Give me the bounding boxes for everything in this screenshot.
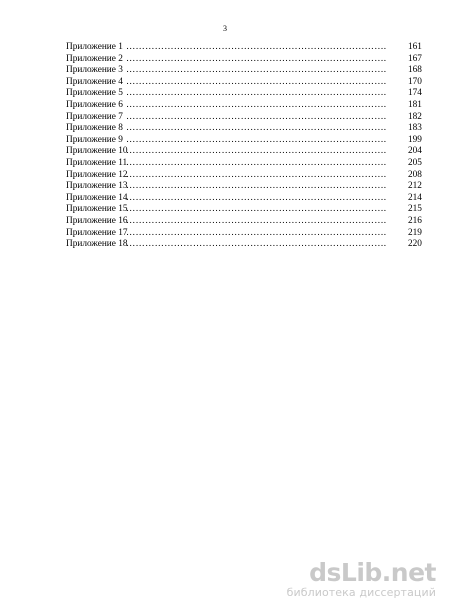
toc-entry-title: Приложение 2 xyxy=(66,53,123,64)
toc-entry-title: Приложение 16 xyxy=(66,215,128,226)
toc-entry-title: Приложение 3 xyxy=(66,65,123,76)
toc-entry-page: 167 xyxy=(408,53,422,64)
toc-entry-page: 215 xyxy=(408,204,422,215)
toc-leader-dots: ………………………………………………………………………. xyxy=(126,239,387,250)
toc-entry-title: Приложение 15 xyxy=(66,204,128,215)
toc-entry-title: Приложение 8 xyxy=(66,123,123,134)
toc-entry-title: Приложение 9 xyxy=(66,134,123,145)
toc-entry-page: 199 xyxy=(408,134,422,145)
toc-entry-page: 208 xyxy=(408,169,422,180)
toc-leader-dots: ………………………………………………………………………. xyxy=(126,65,387,76)
watermark xyxy=(256,560,436,599)
toc-leader-dots: ………………………………………………………………………. xyxy=(126,134,387,145)
toc-entry xyxy=(66,123,436,135)
toc-entry xyxy=(66,65,436,77)
toc-leader-dots: ………………………………………………………………………. xyxy=(126,76,387,87)
toc-entry xyxy=(66,42,436,54)
toc-leader-dots: ………………………………………………………………………. xyxy=(126,99,387,110)
toc-entry xyxy=(66,228,436,240)
toc-leader-dots: ………………………………………………………………………. xyxy=(126,215,387,226)
toc-entry-page: 219 xyxy=(408,227,422,238)
toc-entry xyxy=(66,204,436,216)
toc-entry-page: 183 xyxy=(408,123,422,134)
toc-entry-title: Приложение 14 xyxy=(66,192,128,203)
toc-entry-page: 216 xyxy=(408,215,422,226)
toc-entry xyxy=(66,216,436,228)
toc-entry xyxy=(66,88,436,100)
toc-leader-dots: ………………………………………………………………………. xyxy=(126,192,387,203)
toc-entry xyxy=(66,54,436,66)
toc-leader-dots: ………………………………………………………………………. xyxy=(126,42,387,52)
toc-leader-dots: ………………………………………………………………………. xyxy=(126,181,387,192)
toc-entry xyxy=(66,181,436,193)
toc-entry xyxy=(66,77,436,89)
watermark-brand: dsLib.net xyxy=(309,558,436,587)
toc-entry-title: Приложение 7 xyxy=(66,111,123,122)
toc-entry-page: 181 xyxy=(408,99,422,110)
toc-entry-title: Приложение 10 xyxy=(66,146,128,157)
toc-leader-dots: ………………………………………………………………………. xyxy=(126,204,387,215)
toc-leader-dots: ………………………………………………………………………. xyxy=(126,111,387,122)
toc-entry-title: Приложение 12 xyxy=(66,169,128,180)
toc-entry xyxy=(66,239,436,251)
toc-entry xyxy=(66,193,436,205)
toc-entry-page: 168 xyxy=(408,65,422,76)
toc-entry-page: 204 xyxy=(408,146,422,157)
toc-entry-page: 182 xyxy=(408,111,422,122)
toc-leader-dots: ………………………………………………………………………. xyxy=(126,123,387,134)
toc-entry-title: Приложение 17 xyxy=(66,227,128,238)
toc-entry-title: Приложение 13 xyxy=(66,181,128,192)
toc-leader-dots: ………………………………………………………………………. xyxy=(126,53,387,64)
table-of-contents xyxy=(66,42,436,251)
toc-entry-page: 220 xyxy=(408,239,422,250)
toc-entry-title: Приложение 1 xyxy=(66,42,123,52)
toc-entry-page: 161 xyxy=(408,42,422,52)
toc-leader-dots: ………………………………………………………………………. xyxy=(126,157,387,168)
toc-entry-page: 205 xyxy=(408,157,422,168)
toc-entry-page: 214 xyxy=(408,192,422,203)
toc-entry xyxy=(66,112,436,124)
toc-entry xyxy=(66,146,436,158)
toc-entry-title: Приложение 6 xyxy=(66,99,123,110)
toc-entry-page: 174 xyxy=(408,88,422,99)
toc-leader-dots: ………………………………………………………………………. xyxy=(126,227,387,238)
toc-entry-title: Приложение 5 xyxy=(66,88,123,99)
toc-entry xyxy=(66,135,436,147)
toc-entry-title: Приложение 18 xyxy=(66,239,128,250)
toc-entry xyxy=(66,100,436,112)
toc-entry-page: 212 xyxy=(408,181,422,192)
toc-entry-title: Приложение 4 xyxy=(66,76,123,87)
toc-leader-dots: ………………………………………………………………………. xyxy=(126,88,387,99)
toc-entry-page: 170 xyxy=(408,76,422,87)
toc-leader-dots: ………………………………………………………………………. xyxy=(126,146,387,157)
toc-entry xyxy=(66,158,436,170)
toc-leader-dots: ………………………………………………………………………. xyxy=(126,169,387,180)
toc-entry-title: Приложение 11 xyxy=(66,157,128,168)
page-number: 3 xyxy=(223,24,227,33)
watermark-subtitle: библиотека диссертаций xyxy=(286,586,436,599)
toc-entry xyxy=(66,170,436,182)
